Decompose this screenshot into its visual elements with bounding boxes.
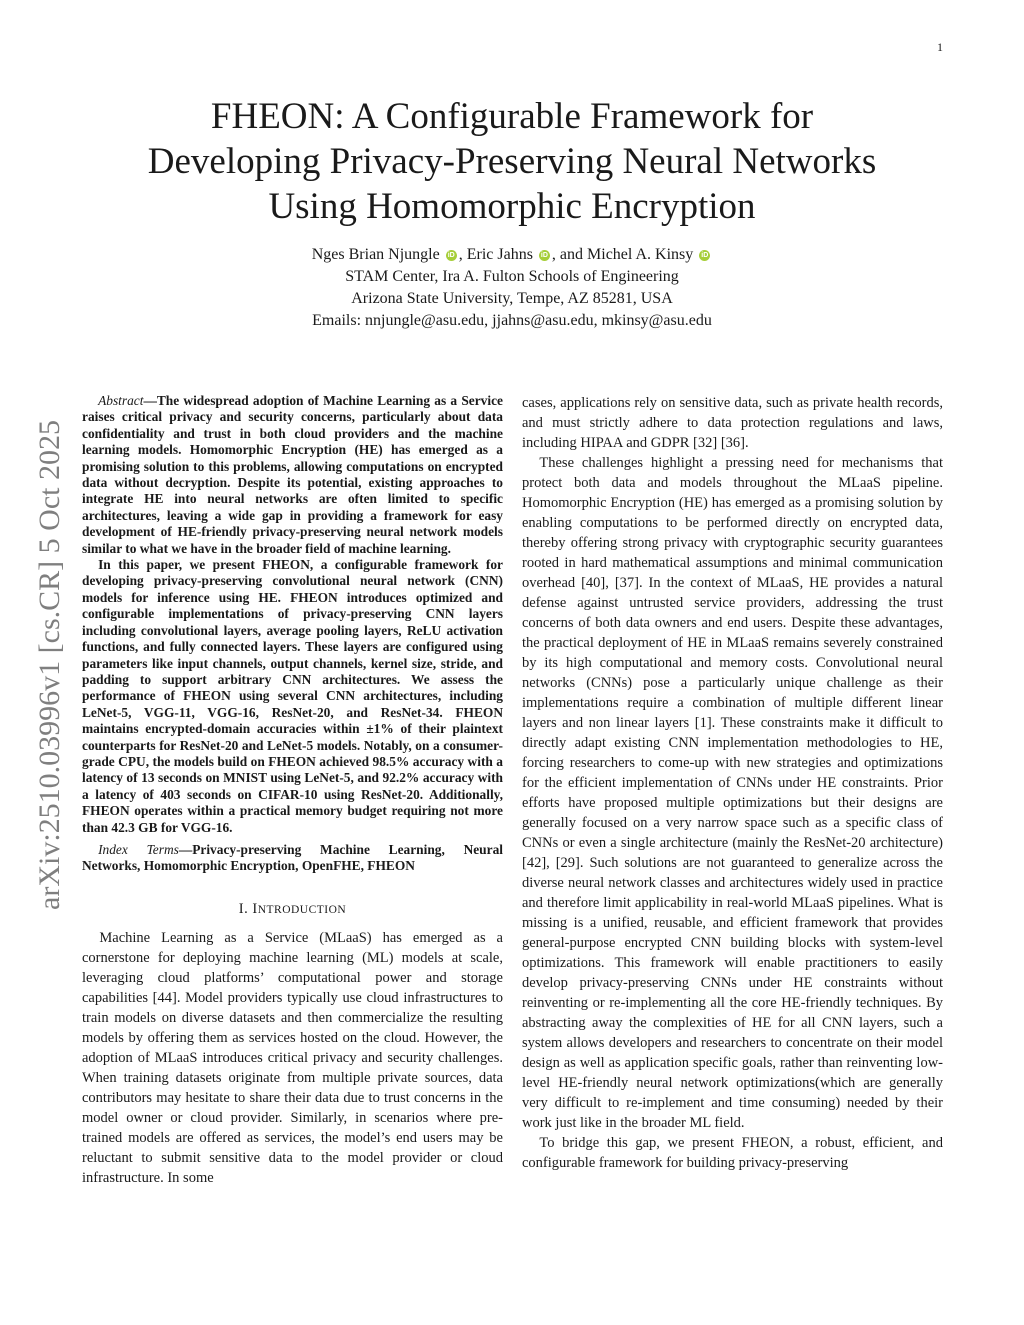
author-block [60,244,964,332]
index-terms-text: —Privacy-preserving Machine Learning, Neural Networks, Homomorphic Encryption, OpenFHE, FHEON [82,841,503,874]
orcid-icon[interactable]: iD [540,252,548,259]
author-3: , and Michel A. Kinsy [551,246,694,263]
emails: Emails: nnjungle@asu.edu, jjahns@asu.edu, mkinsy@asu.edu [312,312,712,329]
university: Arizona State University, Tempe, AZ 85281, USA [351,290,673,307]
orcid-icon[interactable]: iD [447,252,455,259]
section-heading-introduction: I. INTRODUCTION [238,900,347,917]
index-terms [82,842,503,875]
right-column [522,393,943,1173]
intro-paragraph-3: To bridge this gap, we present FHEON, a robust, efficient, and configurable framework for building privacy-preserving [522,1135,943,1171]
introduction-body [82,928,503,1188]
intro-paragraph-2: These challenges highlight a pressing need for mechanisms that protect both data and models throughout the MLaaS pipeline. Homomorphic Encryption (HE) has emerged as a promising solution by enabling computations to be performed directly on encrypted data, thereby offering strong privacy with cryptographic security guarantees rooted in hard mathematical assumptions and minimal communication overhead [40], [37]. In the context of MLaaS, HE provides a natural defense against untrusted service providers, addressing the trust concerns of both data owners and end users. Despite these advantages, the practical deployment of HE in MLaaS remains severely constrained by its high computational and memory costs. Convolutional neural networks (CNNs) pose a particularly unique challenge as their implementations require a combination of multiple different linear layers and non linear layers [1]. These constraints make it difficult to directly adapt existing CNN implementation methodologies to HE, forcing researchers to come-up with new strategies and optimizations for the efficient implementation of CNNs under HE constraints. Prior efforts have proposed multiple optimizations but their designs are generally focused on a very narrow space such as a specific class of CNNs or even a single architecture (mainly the ResNet-20 architecture) [42], [29]. Such solutions are not guaranteed to generalize across the diverse neural network classes and architectures widely used in practice and therefore limit applicability in real-world MLaaS pipelines. What is missing is a unified, reusable, and efficient framework that provides general-purpose encrypted CNN building blocks with system-level optimizations. This framework will enable practitioners to easily develop privacy-preserving CNNs under HE constraints without reinventing or re-implementing all the core HE-friendly techniques. By abstracting away the complexities of HE for all CNN layers, such a system allows developers and researchers to concentrate on their model design as well as application specific goals, rather than reinventing low-level HE-friendly neural network optimizations(which are generally very difficult to re-implement and time consuming) needed by their work just like in the broader ML field. [522,455,943,1131]
abstract-text-1: —The widespread adoption of Machine Learning as a Service raises critical privacy and security concerns, particularly about data confidentiality and trust in both cloud providers and the machine learning models. Homomorphic Encryption (HE) has emerged as a promising solution to this problems, allowing computations on encrypted data without decryption. Despite its potential, existing approaches to integrate HE into neural networks are often limited to specific architectures, leaving a wide gap in providing a framework for easy development of HE-friendly privacy-preserving neural network models similar to what we have in the broader field of machine learning. [82,393,503,556]
orcid-icon[interactable]: iD [701,252,709,259]
author-1: Nges Brian Njungle [311,246,440,263]
title-line-2: Developing Privacy-Preserving Neural Networks [147,141,877,182]
arxiv-identifier-text: arXiv:2510.03996v1 [cs.CR] 5 Oct 2025 [33,420,66,910]
paper-title [60,94,964,229]
abstract-paragraph-1 [82,393,503,557]
title-line-3: Using Homomorphic Encryption [268,186,756,227]
intro-paragraph-continued: cases, applications rely on sensitive data, such as private health records, and must strictly adhere to data protection regulations and laws, including HIPAA and GDPR [32] [36]. [522,395,943,451]
abstract-label: Abstract [98,393,144,408]
abstract [82,393,503,875]
author-2: , Eric Jahns [458,246,533,263]
page-number: 1 [937,40,943,54]
index-terms-label: Index Terms [98,841,179,857]
left-column [82,393,503,1188]
intro-paragraph-1: Machine Learning as a Service (MLaaS) has emerged as a cornerstone for deploying machine learning (ML) models at scale, leveraging cloud platforms’ computational power and storage capabilities [44]. Model providers typically use cloud infrastructures to train models on diverse datasets and then commercialize the resulting models by offering them as services hosted on the cloud. However, the adoption of MLaaS introduces critical privacy and security challenges. When training datasets originate from multiple private sources, data contributors may hesitate to share their data due to trust concerns in the model owner or cloud provider. Similarly, in scenarios where pre-trained models are offered as services, the model’s end users may be reluctant to submit sensitive data to the model provider or cloud infrastructure. In some [82,929,503,1186]
affiliation: STAM Center, Ira A. Fulton Schools of Engineering [345,268,679,285]
author-names [60,244,964,266]
arxiv-identifier [20,380,80,950]
abstract-paragraph-2: In this paper, we present FHEON, a configurable framework for developing privacy-preserving convolutional neural network (CNN) models for inference using HE. FHEON introduces optimized and configurable implementations of privacy-preserving CNN layers including convolutional layers, average pooling layers, ReLU activation functions, and fully connected layers. These layers are configured using parameters like input channels, output channels, kernel size, stride, and padding to support arbitrary CNN architectures. We assess the performance of FHEON using several CNN architectures, including LeNet-5, VGG-11, VGG-16, ResNet-20, and ResNet-34. FHEON maintains encrypted-domain accuracies within ±1% of their plaintext counterparts for ResNet-20 and LeNet-5 models. Notably, on a consumer-grade CPU, the models build on FHEON achieved 98.5% accuracy with a latency of 13 seconds on MNIST using LeNet-5, and 92.2% accuracy with a latency of 403 seconds on CIFAR-10 using ResNet-20. Additionally, FHEON operates within a practical memory budget requiring not more than 42.3 GB for VGG-16. [82,557,503,835]
title-line-1: FHEON: A Configurable Framework for [210,96,814,137]
